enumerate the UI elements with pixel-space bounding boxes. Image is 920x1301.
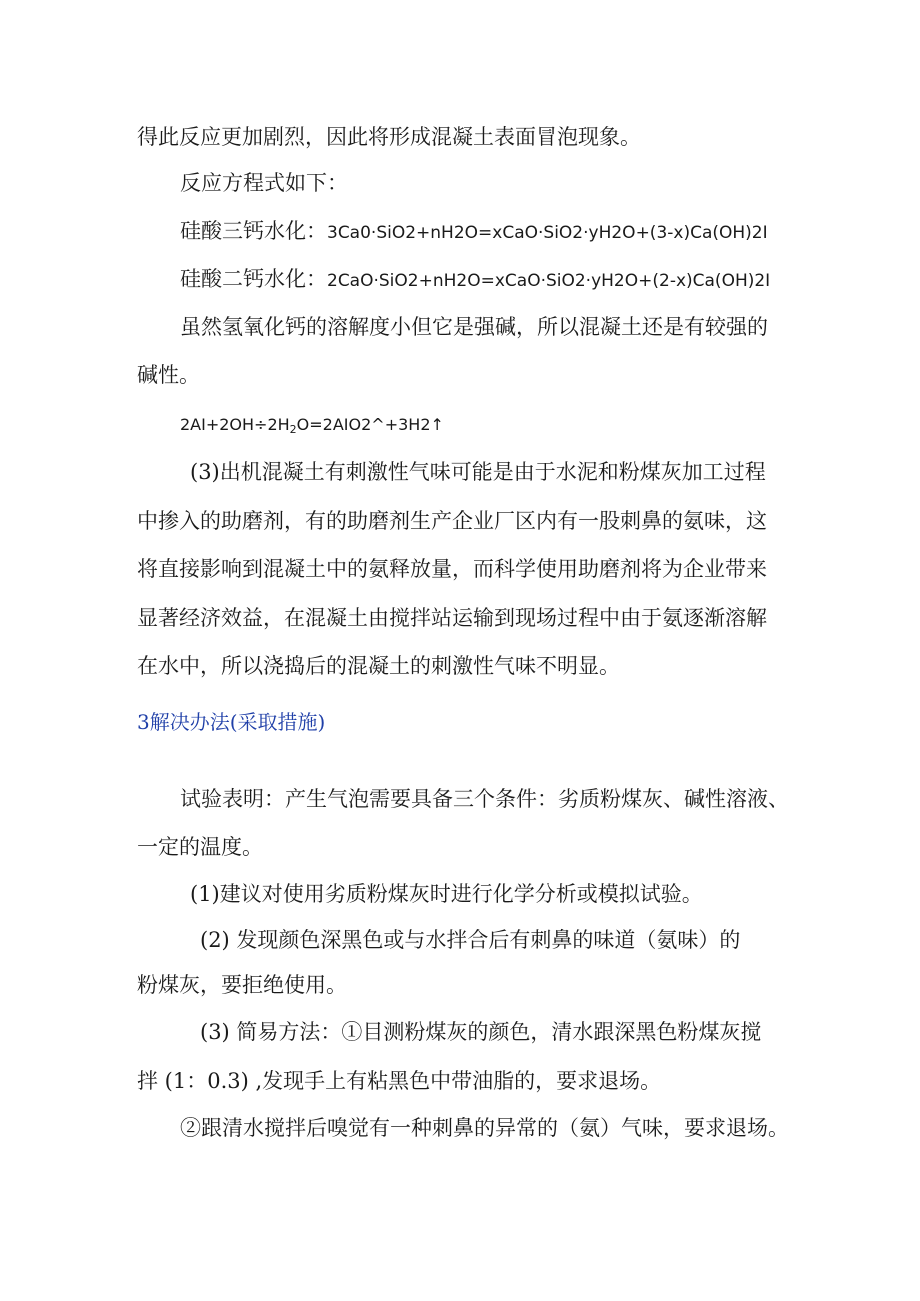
list-item-3-continued: 拌 (1：0.3) ,发现手上有粘黑色中带油脂的，要求退场。 [137,1069,662,1093]
equation-label: 硅酸二钙水化： [180,267,327,291]
list-item-3: (3) 简易方法：①目测粉煤灰的颜色，清水跟深黑色粉煤灰搅 [200,1020,762,1044]
paragraph-line: (3)出机混凝土有刺激性气味可能是由于水泥和粉煤灰加工过程 [190,460,766,484]
equation-subscript: 2 [289,423,297,436]
list-item-2: (2) 发现颜色深黑色或与水拌合后有刺鼻的味道（氨味）的 [200,928,741,952]
paragraph-line: 显著经济效益，在混凝土由搅拌站运输到现场过程中由于氨逐渐溶解 [137,606,767,630]
equation-formula: 3Ca0·SiO2+nH2O=xCaO·SiO2·yH2O+(3-x)Ca(OH)2I [327,223,768,243]
paragraph-line: 一定的温度。 [137,835,263,859]
list-item-1: (1)建议对使用劣质粉煤灰时进行化学分析或模拟试验。 [190,882,703,906]
equation-part: O=2AIO2^+3H2↑ [296,415,444,434]
paragraph-line: 虽然氢氧化钙的溶解度小但它是强碱，所以混凝土还是有较强的 [180,315,768,339]
paragraph-line: 试验表明：产生气泡需要具备三个条件：劣质粉煤灰、碱性溶液、 [180,787,789,811]
section-heading: 3解决办法(采取措施) [137,710,326,734]
equation-aluminum [180,410,444,440]
equation-part: 2AI+2OH÷2H [180,415,290,434]
paragraph-line: 得此反应更加剧烈，因此将形成混凝土表面冒泡现象。 [137,125,641,149]
paragraph-line: 中掺入的助磨剂，有的助磨剂生产企业厂区内有一股刺鼻的氨味，这 [137,509,767,533]
equation-dicalcium-silicate [180,264,770,296]
equation-formula: 2CaO·SiO2+nH2O=xCaO·SiO2·yH2O+(2-x)Ca(OH)2I [327,271,771,291]
paragraph-line: 反应方程式如下： [180,171,348,195]
equation-label: 硅酸三钙水化： [180,219,327,243]
paragraph-line: 在水中，所以浇捣后的混凝土的刺激性气味不明显。 [137,654,620,678]
equation-tricalcium-silicate [180,216,768,248]
list-item-3-sub-2: ②跟清水搅拌后嗅觉有一种刺鼻的异常的（氨）气味，要求退场。 [180,1116,789,1140]
paragraph-line: 将直接影响到混凝土中的氨释放量，而科学使用助磨剂将为企业带来 [137,557,767,581]
list-item-2-continued: 粉煤灰，要拒绝使用。 [137,973,347,997]
paragraph-line: 碱性。 [137,363,200,387]
